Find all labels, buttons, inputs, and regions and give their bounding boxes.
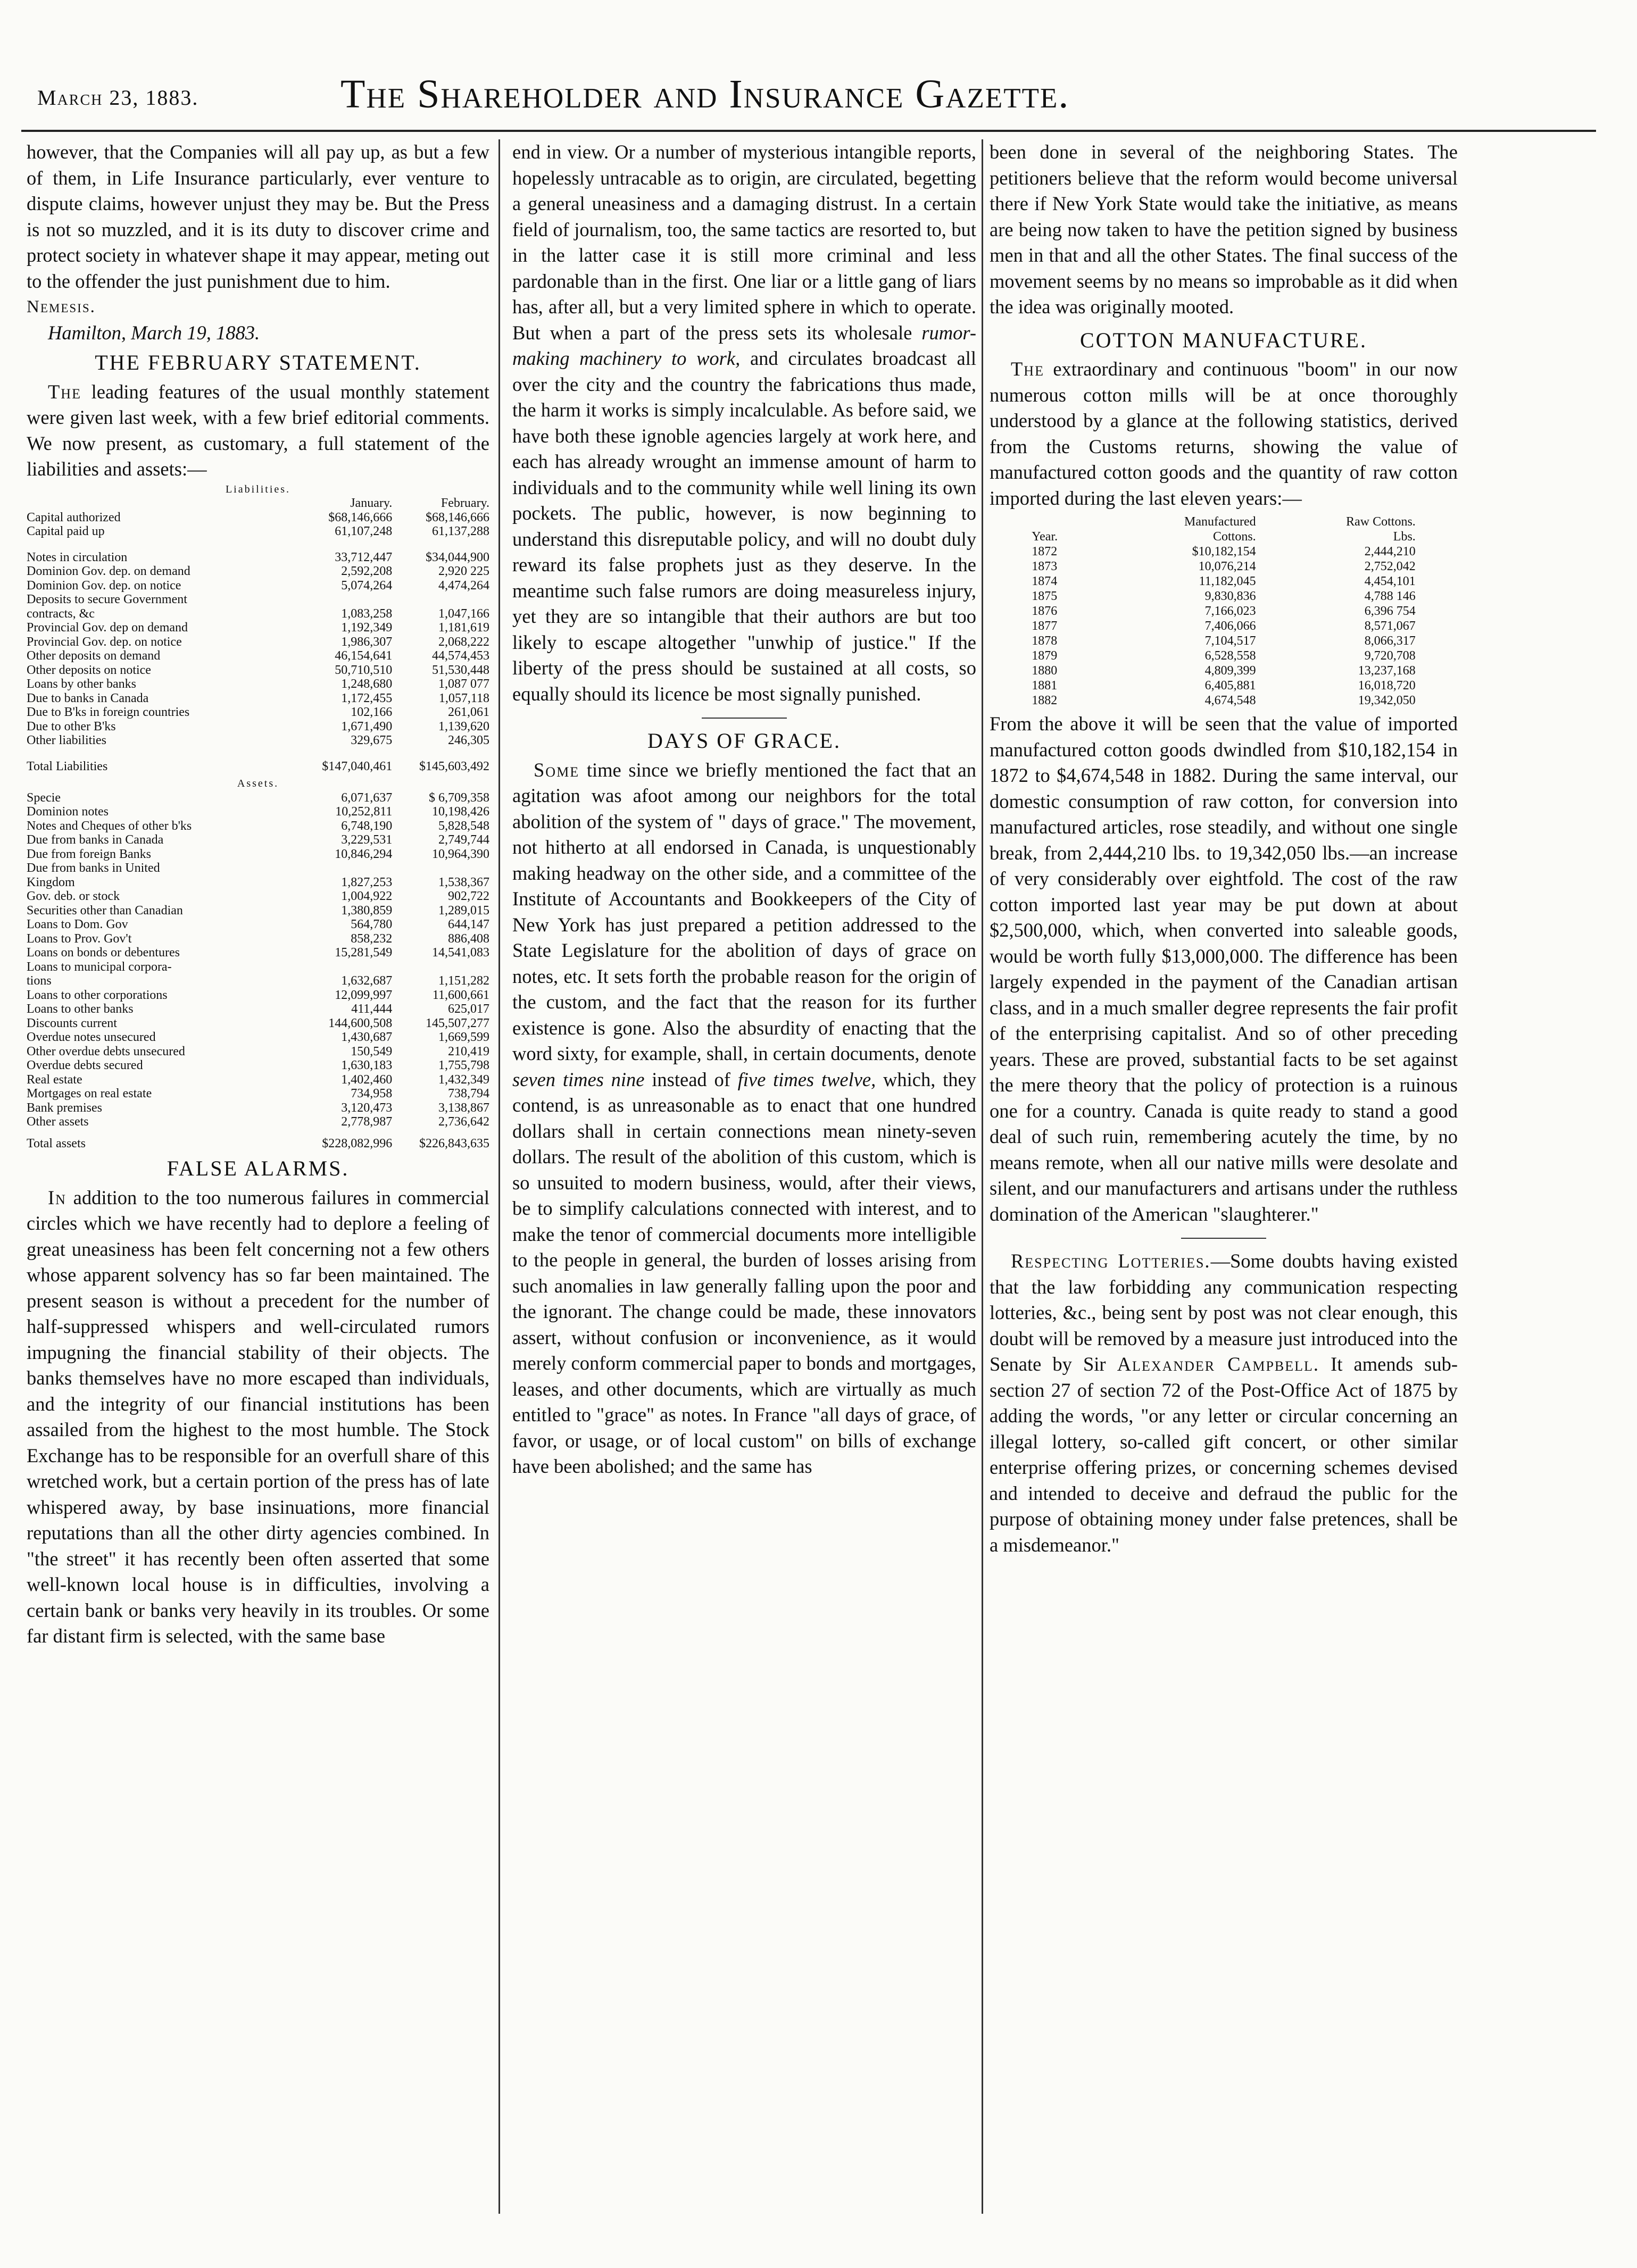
row-label: Provincial Gov. dep on demand <box>27 621 188 635</box>
january-value: 6,071,637 <box>341 790 393 805</box>
row-label: Kingdom <box>27 875 75 889</box>
table-row <box>27 760 489 774</box>
february-value: 61,137,288 <box>432 524 489 538</box>
table-row <box>27 691 489 706</box>
raw-cotton-value: 13,237,168 <box>1358 664 1416 678</box>
row-label: Total assets <box>27 1136 86 1150</box>
january-value: 1,430,687 <box>341 1030 393 1044</box>
table-row <box>27 833 489 847</box>
raw-cotton-value: 2,752,042 <box>1364 560 1416 573</box>
text-a: —Some doubts having existed that the law forbidding any communication respecting lotteries, &c., being sent by post was not clear enough, this doubt will be removed by a measure just introduced into the Senate by Sir <box>990 1250 1458 1375</box>
row-label: Total Liabilities <box>27 759 108 773</box>
table-row <box>1032 604 1416 619</box>
row-label: Dominion Gov. dep. on demand <box>27 564 190 578</box>
raw-cotton-value: 8,066,317 <box>1364 634 1416 648</box>
table-row <box>27 861 489 875</box>
january-value: 10,846,294 <box>335 847 393 861</box>
table-row <box>27 1087 489 1101</box>
column-divider <box>498 139 500 2214</box>
row-label: Real estate <box>27 1072 82 1087</box>
table-row <box>1032 619 1416 633</box>
january-value: 10,252,811 <box>335 805 393 819</box>
february-value: $34,044,900 <box>426 550 489 564</box>
january-value: 50,710,510 <box>335 663 393 677</box>
february-value: 14,541,083 <box>432 946 489 960</box>
table-row <box>1032 589 1416 604</box>
year-cell: 1877 <box>1032 619 1058 633</box>
lead-word: In <box>48 1186 67 1208</box>
february-value: $145,603,492 <box>419 759 489 773</box>
row-label: Loans to other banks <box>27 1002 134 1016</box>
section-rule <box>702 718 787 719</box>
lead-heading: Respecting Lotteries. <box>1011 1250 1211 1272</box>
issue-date: March 23, 1883. <box>37 86 199 110</box>
january-value: $228,082,996 <box>322 1136 393 1150</box>
year-cell: 1878 <box>1032 634 1058 648</box>
table-row <box>27 564 489 579</box>
table-row <box>27 918 489 932</box>
manufactured-value: 7,166,023 <box>1204 604 1256 618</box>
february-value: 5,828,548 <box>438 819 489 833</box>
row-label: Provincial Gov. dep. on notice <box>27 635 182 649</box>
table-row <box>27 889 489 904</box>
february-value: 2,749,744 <box>438 833 489 847</box>
manufactured-value: 9,830,836 <box>1204 589 1256 603</box>
row-label: Due to B'ks in foreign countries <box>27 705 190 719</box>
table-row <box>1032 544 1416 559</box>
column-header: Raw Cottons. <box>1346 515 1416 529</box>
january-value: 150,549 <box>351 1044 393 1058</box>
manufactured-value: 7,104,517 <box>1204 634 1256 648</box>
row-label: Discounts current <box>27 1016 117 1030</box>
table-row <box>27 932 489 946</box>
january-value: 1,827,253 <box>341 875 393 889</box>
header-rule <box>21 130 1596 132</box>
row-label: Dominion notes <box>27 805 109 819</box>
february-value: 1,057,118 <box>438 691 489 705</box>
column-header: Lbs. <box>1393 530 1416 544</box>
row-label: Overdue debts secured <box>27 1058 143 1072</box>
year-cell: 1872 <box>1032 545 1058 558</box>
february-value: 51,530,448 <box>432 663 489 677</box>
february-value: 2,920 225 <box>438 564 489 578</box>
february-value: 1,047,166 <box>438 606 489 621</box>
table-row <box>27 1058 489 1073</box>
column-header: January. <box>350 496 393 510</box>
table-row <box>27 960 489 974</box>
bank-statement-table <box>27 482 489 1151</box>
table-row <box>1032 693 1416 708</box>
table-row <box>27 635 489 649</box>
february-value: 1,669,599 <box>438 1030 489 1044</box>
january-value: 1,380,859 <box>341 903 393 918</box>
table-row <box>27 875 489 890</box>
january-value: 1,630,183 <box>341 1058 393 1072</box>
text-b: and circulates broadcast all over the city and the country the fabrications thus made, the harm it works is simply incalculable. As before said, we have both these ignoble agencies largely at work here, and each has already wrought an immense amount of harm to individuals and to the community while well lining its own pockets. The public, however, is now beginning to understand this disreputable policy, and will no doubt duly reward its false prophets just as they deserve. In the meantime such false rumors are doing measureless injury, yet they are so intangible that their authors are but too likely to escape altogether "unwhip of justice." If the liberty of the press should be sustained at all costs, so equally should its licence be most signally punished. <box>512 347 976 705</box>
article-continuation: however, that the Companies will all pay up, as but a few of them, in Life Insurance particularly, ever venture to dispute claims, however unjust they may be. But the Press is not so muzzled, and it is its duty to discover crime and protect society in whatever shape it may appear, meting out to the offender the just punishment due to him. <box>27 141 489 292</box>
column-3 <box>990 139 1458 1558</box>
table-row <box>27 579 489 593</box>
row-label: Due from banks in Canada <box>27 833 164 847</box>
table-row <box>27 1129 489 1151</box>
january-value: 734,958 <box>351 1087 393 1100</box>
italic-phrase: five times twelve, <box>737 1068 876 1090</box>
january-value: 3,229,531 <box>341 833 393 847</box>
table-header-row <box>1032 514 1416 529</box>
table-row <box>1032 633 1416 648</box>
table-row <box>27 847 489 862</box>
heading-february-statement: THE FEBRUARY STATEMENT. <box>95 351 421 374</box>
table-caption: Liabilities. <box>225 483 291 495</box>
february-value: 902,722 <box>448 889 489 903</box>
table-row <box>27 551 489 565</box>
row-label: Gov. deb. or stock <box>27 889 120 903</box>
february-value: 738,794 <box>448 1087 489 1100</box>
table-row <box>27 1101 489 1115</box>
january-value: 1,172,455 <box>341 691 393 705</box>
row-label: Notes in circulation <box>27 550 128 564</box>
section-rule <box>1181 1238 1266 1239</box>
table-row <box>27 1045 489 1059</box>
february-value: 1,289,015 <box>438 903 489 918</box>
table-row <box>27 988 489 1003</box>
table-row <box>27 621 489 635</box>
italic-phrase: seven times nine <box>512 1068 645 1090</box>
table-row <box>27 663 489 678</box>
row-label: Bank premises <box>27 1100 102 1115</box>
article-text: addition to the too numerous failures in commercial circles which we have recently had to deplore a feeling of great uneasiness has been felt concerning not a few others whose apparent solvency has so far been maintained. The present season is without a precedent for the number of half-suppressed whispers and well-circulated rumors impugning the financial stability of their objects. The banks themselves have no more escaped than individuals, and the integrity of our financial institutions has been assailed from the highest to the most humble. The Stock Exchange has to be responsible for an overfull share of this wretched work, but a certain portion of the press has of late whispered away, by base insinuations, more financial reputations than all the other dirty agencies combined. In "the street" it has recently been often asserted that some well-known local house is in difficulties, involving a certain bank or banks very heavily in its troubles. Or some far distant firm is selected, with the same base <box>27 1186 489 1647</box>
january-value: 1,632,687 <box>341 974 393 988</box>
january-value: 1,248,680 <box>341 677 393 691</box>
february-value: 4,474,264 <box>438 578 489 593</box>
table-header-row <box>27 496 489 511</box>
row-label: Due to banks in Canada <box>27 691 149 705</box>
table-row <box>27 524 489 539</box>
column-header: Manufactured <box>1184 515 1256 529</box>
raw-cotton-value: 4,454,101 <box>1364 574 1416 588</box>
table-row <box>27 1115 489 1129</box>
heading-false-alarms: FALSE ALARMS. <box>167 1156 350 1180</box>
table-header-row <box>1032 529 1416 544</box>
raw-cotton-value: 2,444,210 <box>1364 545 1416 558</box>
january-value: 2,592,208 <box>341 564 393 578</box>
table-row <box>27 791 489 805</box>
text-b: which, they contend, is as unreasonable as to enact that one hundred dollars shall in certain connections mean ninety-seven dollars. The result of the abolition of this custom, which is so unsuited to modern business, would, after their views, be to simplify calculations connected with interest, and to make the tenor of commercial documents more intelligible to the people in general, the burden of losses arising from such anomalies in law generally falling upon the poor and the ignorant. The change could be made, these innovators assert, without confusion or inconvenience, as it would merely conform commercial paper to bonds and mortgages, leases, and other documents, which are virtually as much entitled to "grace" as notes. In France "all days of grace, of favor, or usage, or of local custom" on bills of exchange have been abolished; and the same has <box>512 1068 976 1477</box>
january-value: 144,600,508 <box>328 1016 393 1030</box>
row-label: Other deposits on notice <box>27 663 151 677</box>
february-value: 145,507,277 <box>426 1016 489 1030</box>
column-header: Cottons. <box>1212 530 1256 544</box>
row-label: Capital paid up <box>27 524 105 538</box>
table-row <box>1032 678 1416 693</box>
text-b: It amends sub-section 27 of section 72 of the Post-Office Act of 1875 by adding the words, "or any letter or circular concerning an illegal lottery, so-called gift concert, or other similar enterprise offering prizes, or concerning schemes devised and intended to deceive and defraud the public for the purpose of obtaining money under false pretences, shall be a misdemeanor." <box>990 1353 1458 1556</box>
february-value: 210,419 <box>448 1044 489 1058</box>
january-value: 411,444 <box>351 1002 393 1016</box>
masthead <box>21 64 1607 128</box>
table-row <box>27 1030 489 1045</box>
row-label: Securities other than Canadian <box>27 903 183 918</box>
lotteries-article <box>990 1248 1458 1558</box>
january-value: 102,166 <box>351 705 393 719</box>
table-row <box>27 649 489 663</box>
january-value: 2,778,987 <box>341 1115 393 1129</box>
row-label: Other deposits on demand <box>27 649 161 663</box>
table-row <box>27 1002 489 1016</box>
row-label: Loans to municipal corpora- <box>27 960 172 974</box>
table-row <box>27 705 489 720</box>
row-label: contracts, &c <box>27 606 95 621</box>
february-statement-intro <box>27 379 489 482</box>
publication-title: The Shareholder and Insurance Gazette. <box>340 72 1070 116</box>
table-row <box>1032 663 1416 678</box>
manufactured-value: 4,809,399 <box>1204 664 1256 678</box>
row-label: Due to other B'ks <box>27 719 116 733</box>
row-label: Deposits to secure Government <box>27 593 187 606</box>
row-label: Due from foreign Banks <box>27 847 151 861</box>
manufactured-value: 4,674,548 <box>1204 694 1256 707</box>
column-header: Year. <box>1032 530 1058 544</box>
row-label: Loans to other corporations <box>27 988 168 1002</box>
table-row <box>27 974 489 988</box>
manufactured-value: 6,528,558 <box>1204 649 1256 663</box>
february-value: 1,181,619 <box>438 621 489 635</box>
manufactured-value: 10,076,214 <box>1198 560 1256 573</box>
intro-text: extraordinary and continuous "boom" in our now numerous cotton mills will be at once thoroughly understood by a glance at the following statistics, derived from the Customs returns, showing the value of manufactured cotton goods and the quantity of raw cotton imported during the last eleven years:— <box>990 358 1458 509</box>
february-value: 261,061 <box>448 705 489 719</box>
row-label: Loans on bonds or debentures <box>27 946 180 960</box>
italic-phrase: rumor-making machinery to work, <box>512 321 976 369</box>
table-row <box>27 904 489 918</box>
february-value: 2,736,642 <box>438 1115 489 1129</box>
table-caption: Assets. <box>237 778 279 789</box>
february-value: $ 6,709,358 <box>429 790 489 805</box>
cotton-analysis: From the above it will be seen that the value of imported manufactured cotton goods dwindled from $10,182,154 in 1872 to $4,674,548 in 1882. During the same interval, our domestic consumption of raw cotton, for conversion into manufactured articles, rose steadily, and without one single break, from 2,444,210 lbs. to 19,342,050 lbs.—an increase of very considerably over eightfold. The cost of the raw cotton imported last year may be put down at about $2,500,000, which, when converted into saleable goods, would be worth fully $13,000,000. The difference has been largely expended in the payment of the Canadian artisan class, and in a much smaller degree represents the fair profit of the enterprising capitalist. And so of other preceding years. These are proved, substantial facts to be set against the mere theory that the policy of protection is a ruinous one for a country. Canada is quite ready to stand a good deal of such ruin, remembering acutely the time, by no means remote, when all our native mills were desolate and silent, and our manufacturers and artisans under the ruthless domination of the American "slaughterer." <box>990 713 1458 1225</box>
table-row <box>1032 559 1416 574</box>
january-value: 564,780 <box>351 918 393 931</box>
table-row <box>1032 648 1416 663</box>
february-value: 11,600,661 <box>432 988 489 1002</box>
table-row <box>27 946 489 960</box>
year-cell: 1875 <box>1032 589 1058 603</box>
february-value: 1,087 077 <box>438 677 489 691</box>
row-label: Overdue notes unsecured <box>27 1030 156 1044</box>
january-value: 1,402,460 <box>341 1072 393 1087</box>
row-label: Capital authorized <box>27 510 121 524</box>
column-2 <box>512 139 976 1480</box>
raw-cotton-value: 19,342,050 <box>1358 694 1416 707</box>
days-of-grace-article <box>512 757 976 1480</box>
cotton-statistics-table <box>1032 514 1416 708</box>
manufactured-value: 7,406,066 <box>1204 619 1256 633</box>
row-label: Other liabilities <box>27 733 106 747</box>
february-value: 625,017 <box>448 1002 489 1016</box>
year-cell: 1879 <box>1032 649 1058 663</box>
year-cell: 1874 <box>1032 574 1058 588</box>
year-cell: 1882 <box>1032 694 1058 707</box>
february-value <box>392 593 489 607</box>
row-label: tions <box>27 974 52 988</box>
year-cell: 1873 <box>1032 560 1058 573</box>
february-value: $226,843,635 <box>419 1136 489 1150</box>
february-value: $68,146,666 <box>426 510 489 524</box>
february-value: 1,538,367 <box>438 875 489 889</box>
february-value: 3,138,867 <box>438 1100 489 1115</box>
january-value <box>295 960 393 974</box>
february-value <box>392 960 489 974</box>
table-row <box>27 593 489 607</box>
false-alarms-article <box>27 1185 489 1649</box>
february-value: 644,147 <box>448 918 489 931</box>
row-label: Mortgages on real estate <box>27 1087 152 1100</box>
manufactured-value: $10,182,154 <box>1192 545 1256 558</box>
february-value: 1,432,349 <box>438 1072 489 1087</box>
row-label: Notes and Cheques of other b'ks <box>27 819 192 833</box>
january-value: 1,192,349 <box>341 621 393 635</box>
february-value: 2,068,222 <box>438 635 489 649</box>
lead-word: The <box>48 380 81 403</box>
january-value: 329,675 <box>351 733 393 747</box>
january-value <box>295 593 393 607</box>
february-value: 44,574,453 <box>432 649 489 663</box>
manufactured-value: 11,182,045 <box>1199 574 1256 588</box>
manufactured-value: 6,405,881 <box>1204 679 1256 693</box>
heading-cotton-manufacture: COTTON MANUFACTURE. <box>1080 328 1367 352</box>
january-value: 3,120,473 <box>341 1100 393 1115</box>
dateline: Hamilton, March 19, 1883. <box>48 321 260 344</box>
raw-cotton-value: 4,788 146 <box>1364 589 1416 603</box>
days-of-grace-continuation: been done in several of the neighboring States. The petitioners believe that the reform would become universal there if New York State would take the initiative, as means are being now taken to have the petition signed by business men in that and all the other States. The final success of the movement seems by no means so improbable as it did when the idea was originally mooted. <box>990 141 1458 318</box>
table-row <box>27 607 489 621</box>
january-value: 33,712,447 <box>335 550 393 564</box>
intro-text: leading features of the usual monthly statement were given last week, with a few brief editorial comments. We now present, as customary, a full statement of the liabilities and assets:— <box>27 380 489 480</box>
january-value: $147,040,461 <box>322 759 393 773</box>
lead-word: The <box>1011 358 1044 380</box>
raw-cotton-value: 9,720,708 <box>1364 649 1416 663</box>
table-row <box>27 677 489 691</box>
row-label: Loans to Dom. Gov <box>27 918 128 931</box>
text-a: end in view. Or a number of mysterious intangible reports, hopelessly untracable as to origin, are circulated, begetting a general uneasiness and a damaging distrust. In a certain field of journalism, too, the same tactics are resorted to, but in the latter case it is still more criminal and less pardonable than in the first. One liar or a little gang of liars has, after all, but a very limited sphere in which to operate. But when a part of the press sets its wholesale <box>512 141 976 344</box>
heading-days-of-grace: DAYS OF GRACE. <box>647 729 841 753</box>
january-value <box>295 861 393 875</box>
february-value: 1,151,282 <box>438 974 489 988</box>
row-label: Due from banks in United <box>27 861 160 875</box>
table-row <box>27 511 489 525</box>
column-divider <box>982 139 983 2214</box>
table-row <box>27 819 489 833</box>
row-label: Loans to Prov. Gov't <box>27 931 132 946</box>
raw-cotton-value: 6,396 754 <box>1364 604 1416 618</box>
january-value: 6,748,190 <box>341 819 393 833</box>
row-label: Loans by other banks <box>27 677 136 691</box>
february-value: 10,198,426 <box>432 805 489 819</box>
raw-cotton-value: 16,018,720 <box>1358 679 1416 693</box>
table-row <box>27 1016 489 1031</box>
cotton-intro <box>990 356 1458 511</box>
column-header: February. <box>441 496 489 510</box>
raw-cotton-value: 8,571,067 <box>1364 619 1416 633</box>
table-row <box>1032 574 1416 589</box>
february-value: 886,408 <box>448 931 489 946</box>
february-value: 10,964,390 <box>432 847 489 861</box>
year-cell: 1876 <box>1032 604 1058 618</box>
january-value: $68,146,666 <box>328 510 393 524</box>
row-label: Dominion Gov. dep. on notice <box>27 578 181 593</box>
january-value: 46,154,641 <box>335 649 393 663</box>
january-value: 1,986,307 <box>341 635 393 649</box>
person-name: Alexander Campbell. <box>1117 1353 1320 1375</box>
signature: Nemesis. <box>27 297 96 316</box>
text-mid: instead of <box>644 1068 738 1090</box>
false-alarms-continuation <box>512 139 976 707</box>
year-cell: 1880 <box>1032 664 1058 678</box>
february-value: 246,305 <box>448 733 489 747</box>
january-value: 15,281,549 <box>335 946 393 960</box>
january-value: 61,107,248 <box>335 524 393 538</box>
lead-word: Some <box>534 758 580 781</box>
row-label: Other overdue debts unsecured <box>27 1044 185 1058</box>
january-value: 858,232 <box>351 931 393 946</box>
year-cell: 1881 <box>1032 679 1058 693</box>
january-value: 5,074,264 <box>341 578 393 593</box>
row-label: Other assets <box>27 1115 89 1129</box>
table-row <box>27 720 489 734</box>
table-row <box>27 1073 489 1087</box>
text-a: time since we briefly mentioned the fact that an agitation was afoot among our neighbors for the total abolition of the system of " days of grace." The movement, not hitherto at all endorsed in Canada, is unquestionably making headway on the other side, and a committee of the Institute of Accountants and Bookkeepers of the City of New York has just prepared a petition addressed to the State Legislature for the abolition of days of grace on notes, etc. It sets forth the probable reason for the origin of the custom, and the fact that the reason for its further existence is gone. Also the absurdity of enacting that the word sixty, for example, shall, in certain documents, denote <box>512 758 976 1064</box>
column-1 <box>27 139 489 1649</box>
january-value: 1,671,490 <box>341 719 393 733</box>
january-value: 1,004,922 <box>341 889 393 903</box>
february-value: 1,139,620 <box>438 719 489 733</box>
table-row <box>27 733 489 748</box>
row-label: Specie <box>27 790 61 805</box>
february-value: 1,755,798 <box>438 1058 489 1072</box>
january-value: 1,083,258 <box>341 606 393 621</box>
february-value <box>392 861 489 875</box>
table-row <box>27 805 489 819</box>
january-value: 12,099,997 <box>335 988 393 1002</box>
